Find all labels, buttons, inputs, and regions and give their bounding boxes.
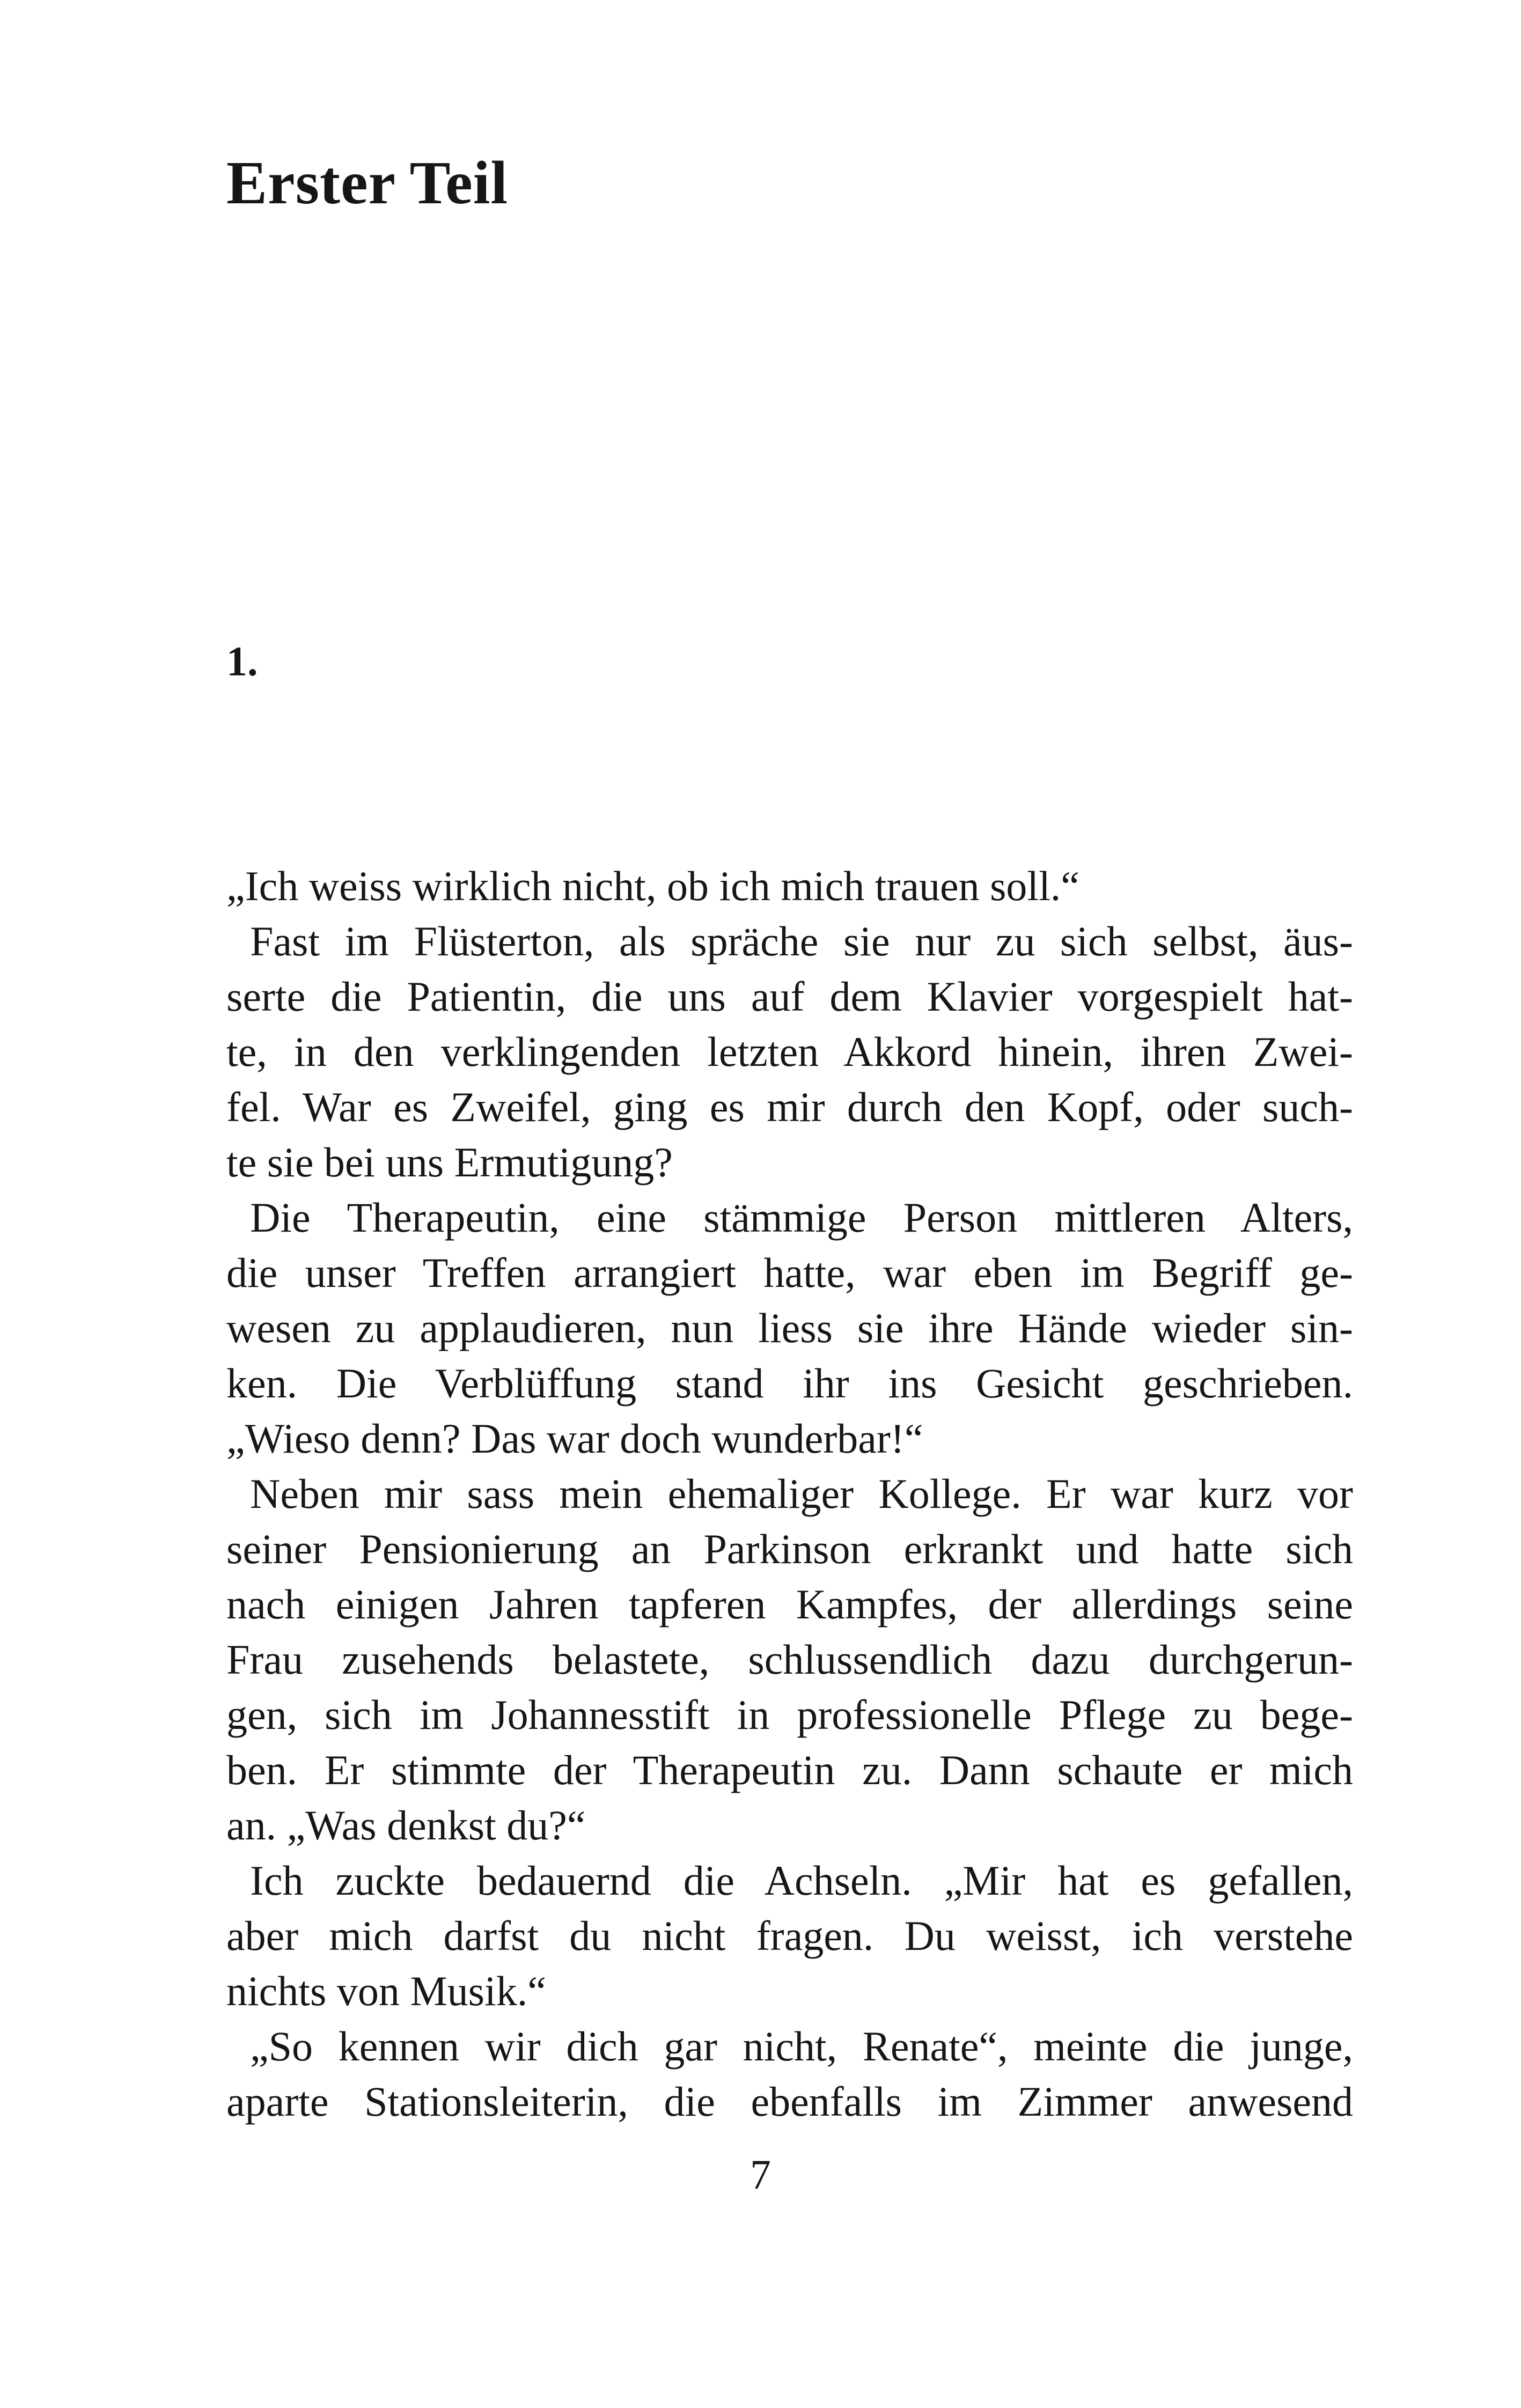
text-line: Die Therapeutin, eine stämmige Person mittleren Alters, [250,1194,1353,1241]
text-line: seiner Pensionierung an Parkinson erkrankt und hatte sich [226,1526,1353,1572]
text-line: „Ich weiss wirklich nicht, ob ich mich trauen soll.“ [226,863,1079,909]
text-line: aparte Stationsleiterin, die ebenfalls im Zimmer anwesend [226,2078,1353,2125]
text-line: Ich zuckte bedauernd die Achseln. „Mir hat es gefallen, [250,1857,1353,1904]
chapter-number: 1. [226,638,258,684]
part-title: Erster Teil [226,149,509,217]
text-line: ben. Er stimmte der Therapeutin zu. Dann schaute er mich [226,1747,1353,1793]
text-line: Neben mir sass mein ehemaliger Kollege. Er war kurz vor [250,1470,1353,1517]
text-line: die unser Treffen arrangiert hatte, war eben im Begriff ge- [226,1249,1353,1296]
text-line: „Wieso denn? Das war doch wunderbar!“ [226,1415,923,1462]
text-line: te sie bei uns Ermutigung? [226,1139,673,1185]
text-line: ken. Die Verblüffung stand ihr ins Gesicht geschrieben. [226,1360,1353,1406]
text-line: Frau zusehends belastete, schlussendlich dazu durchgerun- [226,1636,1353,1683]
text-line: gen, sich im Johannesstift in professionelle Pflege zu bege- [226,1691,1353,1738]
chapter-body-text [226,858,1353,2129]
text-line: serte die Patientin, die uns auf dem Klavier vorgespielt hat- [226,973,1353,1020]
text-line: wesen zu applaudieren, nun liess sie ihre Hände wieder sin- [226,1305,1353,1351]
text-line: te, in den verklingenden letzten Akkord hinein, ihren Zwei- [226,1028,1353,1075]
text-line: aber mich darfst du nicht fragen. Du weisst, ich verstehe [226,1912,1353,1959]
page-number: 7 [750,2151,771,2198]
text-line: fel. War es Zweifel, ging es mir durch den Kopf, oder such- [226,1084,1353,1130]
text-line: Fast im Flüsterton, als spräche sie nur zu sich selbst, äus- [250,918,1353,964]
text-line: „So kennen wir dich gar nicht, Renate“, meinte die junge, [250,2023,1353,2070]
text-line: nichts von Musik.“ [226,1968,546,2014]
text-line: nach einigen Jahren tapferen Kampfes, der allerdings seine [226,1581,1353,1628]
text-line: an. „Was denkst du?“ [226,1802,586,1849]
